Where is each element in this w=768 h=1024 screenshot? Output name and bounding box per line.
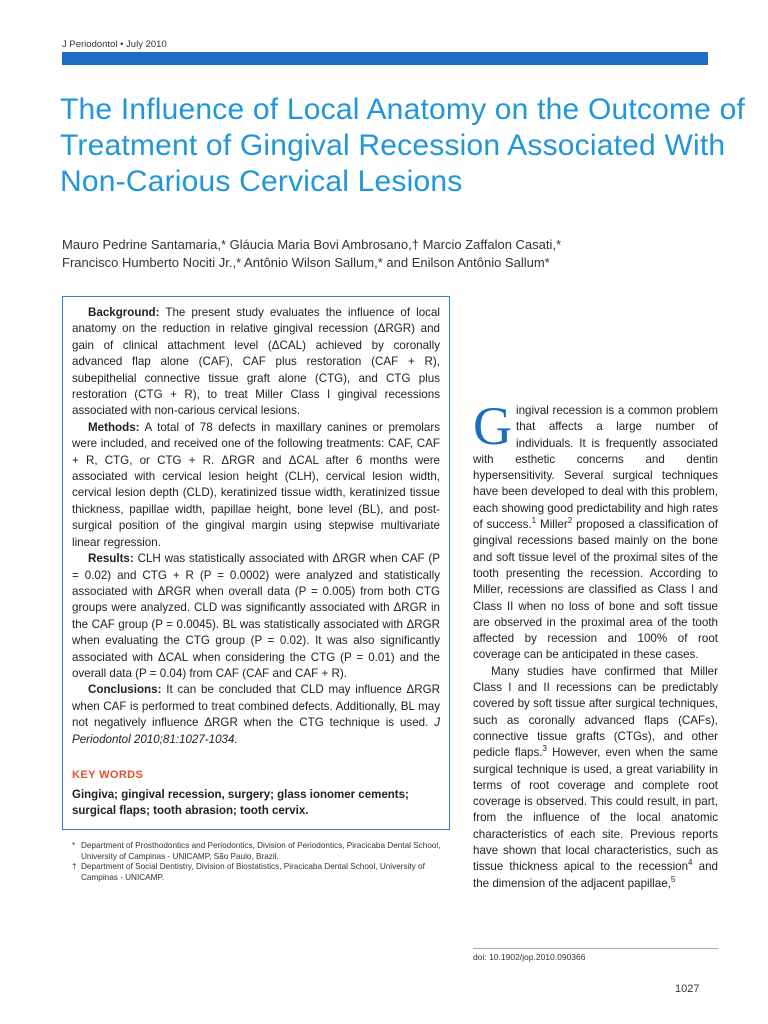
footnote-mark: * — [72, 841, 76, 850]
body-paragraph-1 — [473, 396, 718, 664]
results-text: CLH was statistically associated with ΔRGR when CAF (P = 0.02) and CTG + R (P = 0.0002) were analyzed and statistically associated with ΔRGR when overall data (P = 0.005) from both CTG groups were analyzed. CLD was significantly associated with ΔRGR in the CAF group (P = 0.0045). BL was statistically associated with ΔRGR when evaluating the CTG group (P = 0.02). It was also significantly associated with ΔCAL when considering the CTG (P = 0.01) and the overall data (P = 0.04) from CAF (CAF and CAF + R). — [72, 552, 440, 680]
doi-divider — [473, 948, 718, 949]
author-line-1: Mauro Pedrine Santamaria,* Gláucia Maria Bovi Ambrosano,† Marcio Zaffalon Casati,* — [62, 237, 562, 252]
header-banner — [62, 52, 708, 65]
citation: J Periodontol 2010;81:1027-1034. — [72, 716, 440, 746]
author-line-2: Francisco Humberto Nociti Jr.,* Antônio Wilson Sallum,* and Enilson Antônio Sallum* — [62, 255, 550, 270]
body-text: However, even when the same surgical technique is used, a great variability in terms of root coverage and complete root coverage is observed. This could result, in part, from the influence of the local anatomic characteristics of each site. Previous reports have shown that local characteristics, such as tissue thickness apical to the recession — [473, 746, 718, 874]
journal-header: J Periodontol • July 2010 — [62, 39, 167, 50]
background-label: Background: — [88, 306, 160, 319]
body-text: Miller — [540, 518, 568, 532]
background-text: The present study evaluates the influence of local anatomy on the reduction in relative gingival recession (ΔRGR) and gain of clinical attachment level (ΔCAL) achieved by coronally advanced flap alone (CAF), CAF plus restoration (CAF + R), subepithelial connective tissue graft alone (CTG), and CTG plus restoration (CTG + R), to treat Miller Class I gingival recessions associated with non-carious cervical lesions. — [72, 306, 440, 418]
abstract-methods — [72, 420, 440, 551]
methods-label: Methods: — [88, 420, 140, 434]
methods-text: A total of 78 defects in maxillary canines or premolars were included, and received one of the following treatments: CAF, CAF + R, CTG, or CTG + R. ΔRGR and ΔCAL after 6 months were associated with cervical lesion height (CLH), cervical lesion width, cervical lesion depth (CLD), keratinized tissue width, keratinized tissue thickness, papillae width, papillae height, bone level (BL), and post-surgical position of the gingival margin using stepwise multivariate linear regression. — [72, 420, 440, 549]
reference-superscript[interactable]: 4 — [688, 858, 693, 868]
body-text-column — [473, 396, 718, 892]
doi-link[interactable]: doi: 10.1902/jop.2010.090366 — [473, 952, 586, 962]
footnote-mark: † — [72, 862, 77, 871]
body-text: and the dimension of the adjacent papillae, — [473, 860, 718, 890]
footnote-text: Department of Prosthodontics and Periodontics, Division of Periodontics, Piracicaba Dental School, University of Campinas - UNICAMP, São Paulo, Brazil. — [81, 841, 441, 861]
abstract — [72, 305, 440, 748]
body-text: proposed a classification of gingival recessions based mainly on the bone and soft tissue level of the proximal sites of the tooth presenting the recession. According to Miller, recessions are classified as Class I and Class II when no loss of bone and soft tissue are observed in the proximal area of the tooth affected by recession and 100% of root coverage can be anticipated in these cases. — [473, 518, 718, 662]
keywords-heading: KEY WORDS — [72, 769, 144, 781]
footnote-text: Department of Social Dentistry, Division of Biostatistics, Piracicaba Dental School, University of Campinas - UNICAMP. — [81, 862, 425, 882]
reference-superscript[interactable]: 2 — [567, 516, 573, 526]
reference-superscript[interactable]: 3 — [542, 744, 547, 754]
abstract-conclusions — [72, 682, 440, 748]
article-title: The Influence of Local Anatomy on the Outcome of Treatment of Gingival Recession Associated With Non-Carious Cervical Lesions — [60, 93, 746, 198]
drop-cap: G — [473, 396, 512, 456]
body-text: ingival recession is a common problem that affects a large number of individuals. It is frequently associated with esthetic concerns and dentin hypersensitivity. Several surgical techniques have been developed to deal with this problem, each showing good predictability and high rates of success. — [473, 404, 718, 532]
abstract-results — [72, 551, 440, 682]
body-paragraph-2 — [473, 664, 718, 892]
results-label: Results: — [88, 552, 134, 566]
page-number: 1027 — [675, 983, 700, 995]
body-text: Many studies have confirmed that Miller Class I and II recessions can be predictably covered by soft tissue after surgical techniques, such as coronally advanced flaps (CAFs), connective tissue grafts (CTGs), and other pedicle flaps. — [473, 664, 718, 760]
abstract-background — [72, 305, 440, 420]
conclusions-label: Conclusions: — [88, 683, 162, 697]
conclusions-text: It can be concluded that CLD may influence ΔRGR when CAF is performed to treat combined defects. Additionally, BL may not negatively influence ΔRGR when the CTG technique is used. — [72, 683, 440, 730]
reference-superscript[interactable]: 5 — [670, 874, 676, 884]
author-list — [62, 236, 762, 272]
reference-superscript[interactable]: 1 — [531, 516, 537, 526]
footnote — [72, 841, 450, 862]
footnote — [72, 862, 450, 883]
footnotes — [72, 841, 450, 883]
keywords-text: Gingiva; gingival recession, surgery; glass ionomer cements; surgical flaps; tooth abrasion; tooth cervix. — [72, 789, 409, 817]
